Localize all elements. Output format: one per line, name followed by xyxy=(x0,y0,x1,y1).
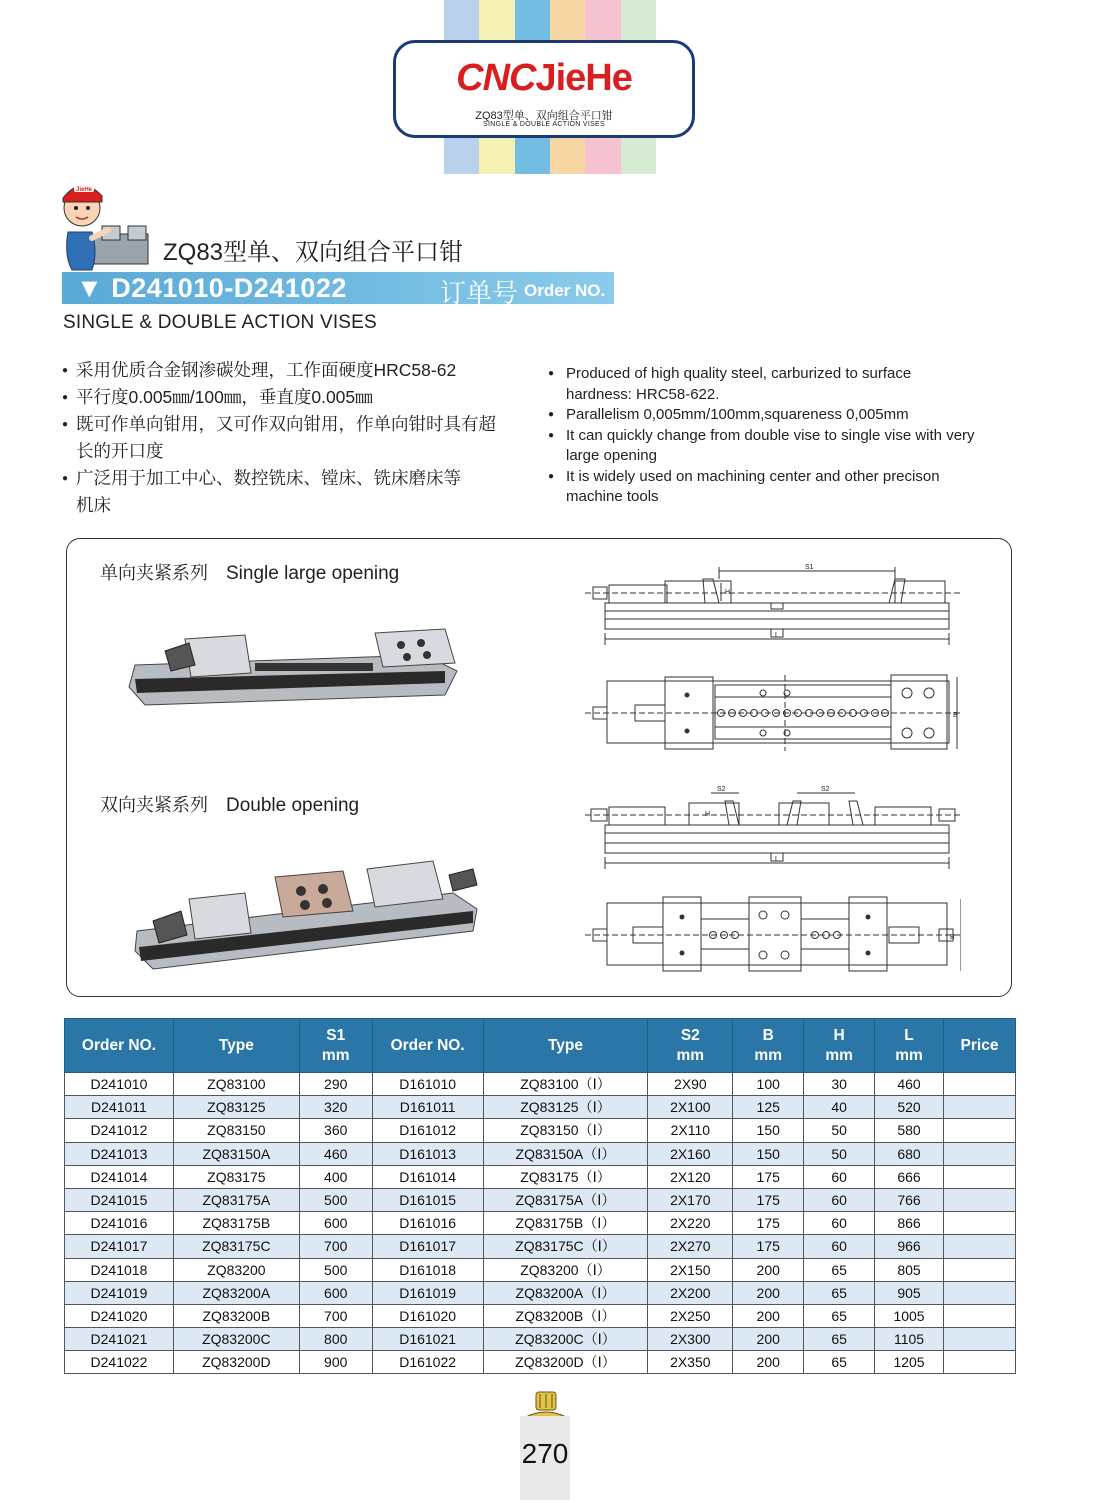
table-row xyxy=(65,1096,1016,1119)
table-row xyxy=(65,1328,1016,1351)
table-cell xyxy=(944,1258,1016,1281)
table-cell: 766 xyxy=(875,1188,944,1211)
table-row xyxy=(65,1351,1016,1374)
page-number: 270 xyxy=(521,1438,569,1469)
table-cell: D241013 xyxy=(65,1142,174,1165)
order-number-bar xyxy=(62,272,614,308)
table-cell: 680 xyxy=(875,1142,944,1165)
single-opening-label xyxy=(100,559,399,585)
table-cell: 50 xyxy=(804,1142,875,1165)
drawing-label-s2-right: S2 xyxy=(821,786,830,793)
table-cell xyxy=(944,1119,1016,1142)
table-cell: D241019 xyxy=(65,1281,174,1304)
table-cell: 2X120 xyxy=(648,1165,733,1188)
table-cell: D241015 xyxy=(65,1188,174,1211)
table-cell: ZQ83200B xyxy=(173,1304,299,1327)
table-row xyxy=(65,1258,1016,1281)
table-cell: 460 xyxy=(875,1073,944,1096)
mascot-icon xyxy=(58,176,150,272)
table-cell xyxy=(944,1142,1016,1165)
drawing-label-s1: S1 xyxy=(805,564,814,571)
order-label-cn: 订单号 xyxy=(440,278,519,308)
header-b: B mm xyxy=(733,1019,804,1073)
table-cell: 200 xyxy=(733,1304,804,1327)
table-cell xyxy=(944,1165,1016,1188)
table-cell: D161017 xyxy=(372,1235,483,1258)
table-cell: D241022 xyxy=(65,1351,174,1374)
features-en-list xyxy=(548,364,988,508)
table-row xyxy=(65,1235,1016,1258)
table-row xyxy=(65,1165,1016,1188)
drawing-label-l: L xyxy=(775,632,779,639)
table-cell: 65 xyxy=(804,1304,875,1327)
table-cell: 500 xyxy=(299,1188,372,1211)
table-cell xyxy=(944,1328,1016,1351)
table-cell: 2X110 xyxy=(648,1119,733,1142)
table-cell: 2X170 xyxy=(648,1188,733,1211)
table-cell: ZQ83200 xyxy=(173,1258,299,1281)
header-type-2: Type xyxy=(483,1019,648,1073)
table-cell: D161021 xyxy=(372,1328,483,1351)
table-row xyxy=(65,1119,1016,1142)
table-cell: 65 xyxy=(804,1281,875,1304)
table-cell: 520 xyxy=(875,1096,944,1119)
table-cell xyxy=(944,1188,1016,1211)
feature-cn-item: ● 既可作单向钳用，又可作双向钳用，作单向钳时具有超长的开口度 xyxy=(62,411,506,465)
table-cell: D161010 xyxy=(372,1073,483,1096)
table-cell xyxy=(944,1281,1016,1304)
table-cell: 60 xyxy=(804,1165,875,1188)
table-cell: 65 xyxy=(804,1258,875,1281)
feature-cn-item: ● 平行度0.005㎜/100㎜，垂直度0.005㎜ xyxy=(62,384,522,411)
double-vise-photo xyxy=(133,851,483,971)
table-row xyxy=(65,1142,1016,1165)
table-cell: ZQ83175A xyxy=(173,1188,299,1211)
table-cell: D241011 xyxy=(65,1096,174,1119)
double-vise-top-drawing xyxy=(585,889,961,985)
table-cell: 40 xyxy=(804,1096,875,1119)
table-cell: D241012 xyxy=(65,1119,174,1142)
drawing-label-b: B xyxy=(953,712,958,719)
double-opening-label xyxy=(100,791,359,817)
table-cell: 200 xyxy=(733,1351,804,1374)
table-cell: 2X200 xyxy=(648,1281,733,1304)
table-cell: D161019 xyxy=(372,1281,483,1304)
table-cell: 65 xyxy=(804,1328,875,1351)
logo-subtitle-en: SINGLE & DOUBLE ACTION VISES xyxy=(483,121,605,128)
header-order-no: Order NO. xyxy=(65,1019,174,1073)
table-cell: 900 xyxy=(299,1351,372,1374)
single-opening-label-en: Single large opening xyxy=(226,563,400,584)
table-cell: ZQ83100 xyxy=(173,1073,299,1096)
table-cell: ZQ83175 xyxy=(173,1165,299,1188)
table-cell: 200 xyxy=(733,1281,804,1304)
table-cell: 700 xyxy=(299,1304,372,1327)
table-row xyxy=(65,1188,1016,1211)
product-title-en: SINGLE & DOUBLE ACTION VISES xyxy=(63,312,377,333)
table-cell: 125 xyxy=(733,1096,804,1119)
table-row xyxy=(65,1281,1016,1304)
table-cell: 2X220 xyxy=(648,1212,733,1235)
table-cell: ZQ83175C（Ⅰ） xyxy=(483,1235,648,1258)
table-row xyxy=(65,1304,1016,1327)
logo-wordmark xyxy=(396,57,692,100)
header-s2: S2 mm xyxy=(648,1019,733,1073)
table-cell: ZQ83125（Ⅰ） xyxy=(483,1096,648,1119)
product-title-cn: ZQ83型单、双向组合平口钳 xyxy=(163,239,464,266)
header-type: Type xyxy=(173,1019,299,1073)
table-cell: ZQ83150 xyxy=(173,1119,299,1142)
feature-en-item: ● Produced of high quality steel, carburized to surface hardness: HRC58-622. xyxy=(548,364,956,405)
table-cell: D161020 xyxy=(372,1304,483,1327)
table-cell: ZQ83150A xyxy=(173,1142,299,1165)
table-cell: 30 xyxy=(804,1073,875,1096)
table-cell: 866 xyxy=(875,1212,944,1235)
table-cell: 800 xyxy=(299,1328,372,1351)
table-cell: ZQ83200D xyxy=(173,1351,299,1374)
table-cell: 290 xyxy=(299,1073,372,1096)
table-cell: ZQ83175B xyxy=(173,1212,299,1235)
table-cell: 60 xyxy=(804,1188,875,1211)
brand-logo xyxy=(393,40,695,138)
table-cell: 905 xyxy=(875,1281,944,1304)
table-body xyxy=(65,1073,1016,1374)
table-cell: D241010 xyxy=(65,1073,174,1096)
table-cell xyxy=(944,1212,1016,1235)
drawing-label-s2-left: S2 xyxy=(717,786,726,793)
table-cell: 600 xyxy=(299,1212,372,1235)
header-h: H mm xyxy=(804,1019,875,1073)
table-cell: 60 xyxy=(804,1235,875,1258)
specification-table xyxy=(64,1018,1016,1374)
table-cell: D241017 xyxy=(65,1235,174,1258)
table-cell: 175 xyxy=(733,1188,804,1211)
table-cell: ZQ83200C（Ⅰ） xyxy=(483,1328,648,1351)
order-label-en: Order NO. xyxy=(524,281,606,300)
feature-en-item: ● It can quickly change from double vise to single vise with very large opening xyxy=(548,426,981,467)
table-cell: 2X300 xyxy=(648,1328,733,1351)
single-vise-photo xyxy=(125,625,465,707)
table-cell: 600 xyxy=(299,1281,372,1304)
table-cell: 580 xyxy=(875,1119,944,1142)
table-cell: D241016 xyxy=(65,1212,174,1235)
table-cell: 65 xyxy=(804,1351,875,1374)
table-cell: D161016 xyxy=(372,1212,483,1235)
table-cell: 2X160 xyxy=(648,1142,733,1165)
page-number-box xyxy=(520,1416,570,1500)
table-cell: 150 xyxy=(733,1142,804,1165)
logo-jiehe: JieHe xyxy=(535,57,632,99)
table-cell: D241018 xyxy=(65,1258,174,1281)
table-cell: D241020 xyxy=(65,1304,174,1327)
feature-cn-item: ● 广泛用于加工中心、数控铣床、镗床、铣床磨床等机床 xyxy=(62,465,466,519)
table-cell: ZQ83200A（Ⅰ） xyxy=(483,1281,648,1304)
table-cell: ZQ83200C xyxy=(173,1328,299,1351)
table-cell: 175 xyxy=(733,1212,804,1235)
table-cell: 1005 xyxy=(875,1304,944,1327)
header-price: Price xyxy=(944,1019,1016,1073)
logo-subtitle-cn: ZQ83型单、双向组合平口钳 xyxy=(475,110,613,122)
table-cell: 2X90 xyxy=(648,1073,733,1096)
table-cell: 175 xyxy=(733,1165,804,1188)
table-cell: 1205 xyxy=(875,1351,944,1374)
table-cell: 200 xyxy=(733,1258,804,1281)
table-cell: 50 xyxy=(804,1119,875,1142)
drawing-label-h-double: H xyxy=(705,811,711,818)
table-cell: ZQ83125 xyxy=(173,1096,299,1119)
table-cell: D241014 xyxy=(65,1165,174,1188)
table-cell: ZQ83200（Ⅰ） xyxy=(483,1258,648,1281)
table-cell: D161015 xyxy=(372,1188,483,1211)
table-cell: 666 xyxy=(875,1165,944,1188)
double-opening-label-en: Double opening xyxy=(226,795,360,816)
table-cell: ZQ83200B（Ⅰ） xyxy=(483,1304,648,1327)
table-cell: ZQ83175B（Ⅰ） xyxy=(483,1212,648,1235)
table-cell: 2X100 xyxy=(648,1096,733,1119)
table-header-row xyxy=(65,1019,1016,1073)
drawing-label-b-double: B xyxy=(950,934,955,941)
table-cell: 100 xyxy=(733,1073,804,1096)
table-cell: D161018 xyxy=(372,1258,483,1281)
table-cell: 400 xyxy=(299,1165,372,1188)
table-cell: ZQ83150（Ⅰ） xyxy=(483,1119,648,1142)
table-cell xyxy=(944,1304,1016,1327)
table-cell: D161012 xyxy=(372,1119,483,1142)
drawing-label-h: H xyxy=(725,589,731,596)
table-cell: 320 xyxy=(299,1096,372,1119)
header-order-no-2: Order NO. xyxy=(372,1019,483,1073)
table-cell xyxy=(944,1235,1016,1258)
table-cell xyxy=(944,1073,1016,1096)
table-cell: 460 xyxy=(299,1142,372,1165)
table-cell: 60 xyxy=(804,1212,875,1235)
double-vise-side-drawing xyxy=(585,783,961,869)
table-cell: 700 xyxy=(299,1235,372,1258)
table-cell: ZQ83200A xyxy=(173,1281,299,1304)
table-cell: ZQ83175C xyxy=(173,1235,299,1258)
table-cell: ZQ83150A（Ⅰ） xyxy=(483,1142,648,1165)
table-cell: 805 xyxy=(875,1258,944,1281)
feature-en-item: ● It is widely used on machining center and other precison machine tools xyxy=(548,467,981,508)
table-cell: ZQ83100（Ⅰ） xyxy=(483,1073,648,1096)
order-range: ▼ D241010-D241022 xyxy=(76,273,347,303)
header-s1: S1 mm xyxy=(299,1019,372,1073)
table-row xyxy=(65,1073,1016,1096)
double-opening-label-cn: 双向夹紧系列 xyxy=(100,795,208,815)
table-cell: 2X270 xyxy=(648,1235,733,1258)
table-cell: D241021 xyxy=(65,1328,174,1351)
table-cell: 360 xyxy=(299,1119,372,1142)
single-vise-side-drawing xyxy=(585,561,961,647)
table-cell: ZQ83175（Ⅰ） xyxy=(483,1165,648,1188)
table-cell: D161011 xyxy=(372,1096,483,1119)
table-cell: 966 xyxy=(875,1235,944,1258)
product-illustration-frame xyxy=(66,538,1012,997)
table-cell xyxy=(944,1351,1016,1374)
single-vise-top-drawing xyxy=(585,667,961,763)
table-cell: ZQ83200D（Ⅰ） xyxy=(483,1351,648,1374)
table-cell: 175 xyxy=(733,1235,804,1258)
table-cell: D161013 xyxy=(372,1142,483,1165)
table-cell: 150 xyxy=(733,1119,804,1142)
table-cell: D161014 xyxy=(372,1165,483,1188)
feature-cn-item: ● 采用优质合金钢渗碳处理，工作面硬度HRC58-62 xyxy=(62,357,522,384)
logo-cnc: CNC xyxy=(456,57,536,99)
header-l: L mm xyxy=(875,1019,944,1073)
table-cell xyxy=(944,1096,1016,1119)
table-cell: 2X150 xyxy=(648,1258,733,1281)
table-cell: D161022 xyxy=(372,1351,483,1374)
feature-en-item: ● Parallelism 0,005mm/100mm,squareness 0,005mm xyxy=(548,405,988,426)
table-cell: ZQ83175A（Ⅰ） xyxy=(483,1188,648,1211)
features-cn-list xyxy=(62,357,522,519)
table-cell: 500 xyxy=(299,1258,372,1281)
single-opening-label-cn: 单向夹紧系列 xyxy=(100,563,208,583)
table-cell: 200 xyxy=(733,1328,804,1351)
table-row xyxy=(65,1212,1016,1235)
drawing-label-l-double: L xyxy=(775,856,779,863)
table-cell: 2X350 xyxy=(648,1351,733,1374)
table-cell: 2X250 xyxy=(648,1304,733,1327)
mascot-cap-text: JieHe xyxy=(75,187,93,193)
table-cell: 1105 xyxy=(875,1328,944,1351)
